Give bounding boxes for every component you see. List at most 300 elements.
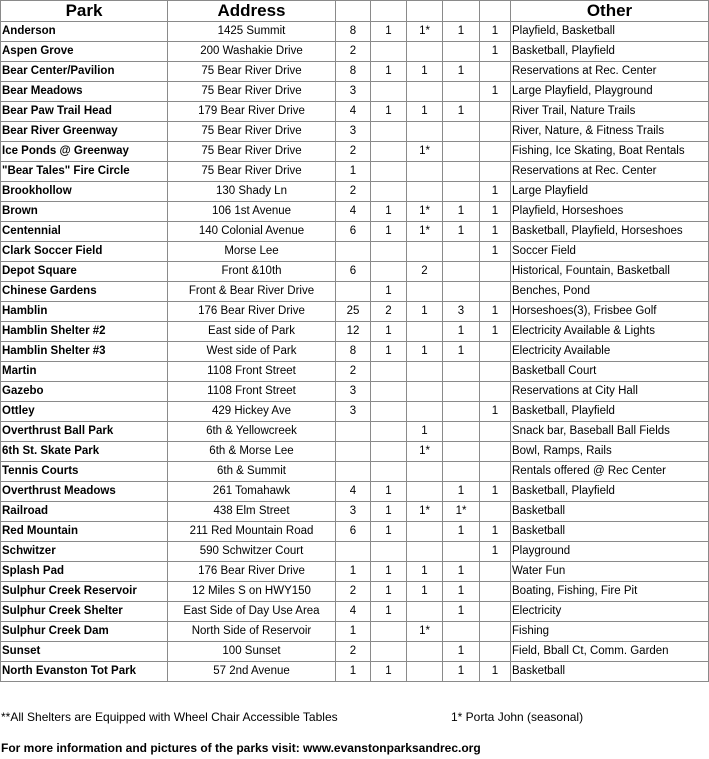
footnote-porta-john: 1* Porta John (seasonal)	[451, 710, 584, 724]
count-1: 2	[336, 42, 371, 62]
count-1: 4	[336, 202, 371, 222]
count-2	[371, 422, 407, 442]
table-row	[1, 342, 709, 362]
park-name: Railroad	[1, 502, 168, 522]
count-4	[443, 382, 480, 402]
count-5: 1	[480, 82, 511, 102]
count-5	[480, 442, 511, 462]
count-1: 12	[336, 322, 371, 342]
address: 176 Bear River Drive	[168, 302, 336, 322]
address: 200 Washakie Drive	[168, 42, 336, 62]
count-5: 1	[480, 522, 511, 542]
other-amenities: Boating, Fishing, Fire Pit	[511, 582, 709, 602]
count-4	[443, 462, 480, 482]
table-row	[1, 602, 709, 622]
count-5	[480, 562, 511, 582]
count-4: 1	[443, 62, 480, 82]
count-1: 1	[336, 662, 371, 682]
park-name: Hamblin	[1, 302, 168, 322]
address: North Side of Reservoir	[168, 622, 336, 642]
table-row	[1, 22, 709, 42]
count-3: 1	[407, 562, 443, 582]
count-5: 1	[480, 662, 511, 682]
count-3: 2	[407, 262, 443, 282]
count-3	[407, 122, 443, 142]
table-row	[1, 122, 709, 142]
table-row	[1, 642, 709, 662]
address: 590 Schwitzer Court	[168, 542, 336, 562]
table-row	[1, 502, 709, 522]
count-5	[480, 382, 511, 402]
count-4: 1	[443, 482, 480, 502]
count-4	[443, 442, 480, 462]
count-2: 1	[371, 662, 407, 682]
table-row	[1, 242, 709, 262]
table-row	[1, 62, 709, 82]
count-5	[480, 582, 511, 602]
address: 1108 Front Street	[168, 382, 336, 402]
address: West side of Park	[168, 342, 336, 362]
other-amenities: Playfield, Basketball	[511, 22, 709, 42]
other-amenities: Soccer Field	[511, 242, 709, 262]
count-1: 1	[336, 162, 371, 182]
park-name: Anderson	[1, 22, 168, 42]
count-4: 1	[443, 602, 480, 622]
count-2	[371, 442, 407, 462]
address: Front &10th	[168, 262, 336, 282]
count-2	[371, 182, 407, 202]
count-4: 1	[443, 642, 480, 662]
park-name: 6th St. Skate Park	[1, 442, 168, 462]
other-amenities: River, Nature, & Fitness Trails	[511, 122, 709, 142]
park-name: North Evanston Tot Park	[1, 662, 168, 682]
count-2	[371, 622, 407, 642]
park-name: Sunset	[1, 642, 168, 662]
count-2: 1	[371, 342, 407, 362]
other-amenities: Horseshoes(3), Frisbee Golf	[511, 302, 709, 322]
other-amenities: Water Fun	[511, 562, 709, 582]
other-amenities: Basketball	[511, 662, 709, 682]
table-row	[1, 282, 709, 302]
address: 1108 Front Street	[168, 362, 336, 382]
count-4	[443, 42, 480, 62]
park-name: Sulphur Creek Reservoir	[1, 582, 168, 602]
table-row	[1, 462, 709, 482]
count-5	[480, 602, 511, 622]
footnote-shelters: **All Shelters are Equipped with Wheel Chair Accessible Tables	[1, 710, 338, 724]
other-amenities: Electricity Available & Lights	[511, 322, 709, 342]
count-2	[371, 82, 407, 102]
count-2	[371, 162, 407, 182]
park-name: Hamblin Shelter #2	[1, 322, 168, 342]
count-5	[480, 622, 511, 642]
count-3: 1	[407, 422, 443, 442]
count-5: 1	[480, 222, 511, 242]
address: 179 Bear River Drive	[168, 102, 336, 122]
count-1	[336, 242, 371, 262]
park-name: Brown	[1, 202, 168, 222]
count-3: 1*	[407, 202, 443, 222]
table-header-row	[1, 1, 709, 22]
table-row	[1, 442, 709, 462]
address: Front & Bear River Drive	[168, 282, 336, 302]
address: 100 Sunset	[168, 642, 336, 662]
address: 438 Elm Street	[168, 502, 336, 522]
count-5	[480, 62, 511, 82]
count-2: 1	[371, 562, 407, 582]
count-3	[407, 82, 443, 102]
count-2	[371, 142, 407, 162]
count-5	[480, 462, 511, 482]
table-row	[1, 422, 709, 442]
count-4: 1	[443, 342, 480, 362]
count-1: 6	[336, 222, 371, 242]
count-3: 1*	[407, 22, 443, 42]
count-4: 1	[443, 582, 480, 602]
count-1	[336, 422, 371, 442]
table-row	[1, 622, 709, 642]
count-3: 1*	[407, 442, 443, 462]
table-row	[1, 582, 709, 602]
table-row	[1, 262, 709, 282]
count-1	[336, 542, 371, 562]
other-amenities: Benches, Pond	[511, 282, 709, 302]
other-amenities: Basketball, Playfield	[511, 482, 709, 502]
park-name: Overthrust Meadows	[1, 482, 168, 502]
count-1: 6	[336, 262, 371, 282]
count-2	[371, 542, 407, 562]
other-amenities: Reservations at Rec. Center	[511, 62, 709, 82]
count-2: 1	[371, 22, 407, 42]
other-amenities: Fishing, Ice Skating, Boat Rentals	[511, 142, 709, 162]
count-3	[407, 362, 443, 382]
count-1	[336, 442, 371, 462]
count-5	[480, 282, 511, 302]
count-3	[407, 662, 443, 682]
address: 211 Red Mountain Road	[168, 522, 336, 542]
table-row	[1, 542, 709, 562]
count-5: 1	[480, 542, 511, 562]
header-other: Other	[511, 1, 709, 22]
address: 57 2nd Avenue	[168, 662, 336, 682]
count-4	[443, 282, 480, 302]
other-amenities: Historical, Fountain, Basketball	[511, 262, 709, 282]
count-1: 3	[336, 122, 371, 142]
count-1: 1	[336, 562, 371, 582]
count-2	[371, 242, 407, 262]
count-1: 4	[336, 102, 371, 122]
count-4	[443, 82, 480, 102]
count-4: 1	[443, 522, 480, 542]
count-2: 1	[371, 102, 407, 122]
count-5: 1	[480, 182, 511, 202]
count-2: 2	[371, 302, 407, 322]
count-1: 3	[336, 82, 371, 102]
count-3: 1*	[407, 142, 443, 162]
park-name: "Bear Tales" Fire Circle	[1, 162, 168, 182]
address: 12 Miles S on HWY150	[168, 582, 336, 602]
address: 6th & Yellowcreek	[168, 422, 336, 442]
count-5: 1	[480, 402, 511, 422]
park-name: Aspen Grove	[1, 42, 168, 62]
count-2	[371, 262, 407, 282]
count-4	[443, 242, 480, 262]
address: 75 Bear River Drive	[168, 62, 336, 82]
count-5	[480, 422, 511, 442]
count-5	[480, 342, 511, 362]
table-row	[1, 522, 709, 542]
count-4	[443, 542, 480, 562]
count-4: 1	[443, 202, 480, 222]
count-5	[480, 142, 511, 162]
count-5	[480, 362, 511, 382]
count-1: 25	[336, 302, 371, 322]
count-1: 2	[336, 582, 371, 602]
other-amenities: Basketball	[511, 502, 709, 522]
table-row	[1, 402, 709, 422]
count-1: 3	[336, 502, 371, 522]
table-row	[1, 202, 709, 222]
other-amenities: Playground	[511, 542, 709, 562]
table-row	[1, 142, 709, 162]
count-3	[407, 322, 443, 342]
count-4: 1*	[443, 502, 480, 522]
park-name: Schwitzer	[1, 542, 168, 562]
count-2: 1	[371, 322, 407, 342]
other-amenities: Rentals offered @ Rec Center	[511, 462, 709, 482]
other-amenities: Large Playfield	[511, 182, 709, 202]
count-3: 1*	[407, 622, 443, 642]
count-4	[443, 362, 480, 382]
count-3	[407, 182, 443, 202]
count-4: 1	[443, 662, 480, 682]
table-row	[1, 322, 709, 342]
address: 261 Tomahawk	[168, 482, 336, 502]
count-3	[407, 282, 443, 302]
table-row	[1, 362, 709, 382]
count-1: 8	[336, 342, 371, 362]
count-1	[336, 462, 371, 482]
park-name: Hamblin Shelter #3	[1, 342, 168, 362]
count-3: 1	[407, 342, 443, 362]
header-col-2	[371, 1, 407, 22]
count-4: 1	[443, 22, 480, 42]
count-2: 1	[371, 62, 407, 82]
count-2	[371, 642, 407, 662]
count-4: 3	[443, 302, 480, 322]
count-5: 1	[480, 482, 511, 502]
count-2: 1	[371, 522, 407, 542]
count-2	[371, 382, 407, 402]
count-2: 1	[371, 482, 407, 502]
count-3	[407, 382, 443, 402]
header-col-4	[443, 1, 480, 22]
count-4	[443, 262, 480, 282]
header-park: Park	[1, 1, 168, 22]
count-3: 1*	[407, 222, 443, 242]
count-3	[407, 642, 443, 662]
count-1: 2	[336, 642, 371, 662]
other-amenities: Field, Bball Ct, Comm. Garden	[511, 642, 709, 662]
address: 75 Bear River Drive	[168, 142, 336, 162]
table-row	[1, 382, 709, 402]
count-3: 1	[407, 62, 443, 82]
header-address: Address	[168, 1, 336, 22]
count-1: 2	[336, 362, 371, 382]
count-5: 1	[480, 42, 511, 62]
park-name: Bear Paw Trail Head	[1, 102, 168, 122]
count-5	[480, 122, 511, 142]
address: 106 1st Avenue	[168, 202, 336, 222]
count-4	[443, 622, 480, 642]
count-3	[407, 242, 443, 262]
count-3: 1	[407, 102, 443, 122]
count-3	[407, 162, 443, 182]
count-1: 8	[336, 22, 371, 42]
count-2: 1	[371, 222, 407, 242]
park-name: Splash Pad	[1, 562, 168, 582]
park-name: Centennial	[1, 222, 168, 242]
count-4	[443, 402, 480, 422]
count-5: 1	[480, 22, 511, 42]
count-1: 6	[336, 522, 371, 542]
count-4: 1	[443, 102, 480, 122]
park-name: Bear Meadows	[1, 82, 168, 102]
table-row	[1, 102, 709, 122]
count-2	[371, 362, 407, 382]
count-3	[407, 462, 443, 482]
count-4	[443, 122, 480, 142]
count-5: 1	[480, 242, 511, 262]
table-row	[1, 182, 709, 202]
address: 75 Bear River Drive	[168, 122, 336, 142]
count-2	[371, 122, 407, 142]
count-2: 1	[371, 502, 407, 522]
park-name: Red Mountain	[1, 522, 168, 542]
count-5	[480, 642, 511, 662]
count-5: 1	[480, 322, 511, 342]
count-3	[407, 402, 443, 422]
count-2	[371, 462, 407, 482]
address: 75 Bear River Drive	[168, 82, 336, 102]
count-5	[480, 262, 511, 282]
park-name: Gazebo	[1, 382, 168, 402]
address: 1425 Summit	[168, 22, 336, 42]
other-amenities: Basketball, Playfield	[511, 42, 709, 62]
other-amenities: River Trail, Nature Trails	[511, 102, 709, 122]
other-amenities: Playfield, Horseshoes	[511, 202, 709, 222]
count-1: 2	[336, 182, 371, 202]
count-3	[407, 42, 443, 62]
park-name: Sulphur Creek Shelter	[1, 602, 168, 622]
other-amenities: Electricity Available	[511, 342, 709, 362]
count-2: 1	[371, 602, 407, 622]
count-3	[407, 602, 443, 622]
table-row	[1, 42, 709, 62]
count-2: 1	[371, 582, 407, 602]
park-name: Brookhollow	[1, 182, 168, 202]
count-4	[443, 162, 480, 182]
count-4: 1	[443, 562, 480, 582]
table-row	[1, 562, 709, 582]
table-row	[1, 162, 709, 182]
table-row	[1, 482, 709, 502]
count-4	[443, 142, 480, 162]
other-amenities: Reservations at Rec. Center	[511, 162, 709, 182]
count-1: 3	[336, 402, 371, 422]
address: 140 Colonial Avenue	[168, 222, 336, 242]
count-3: 1*	[407, 502, 443, 522]
table-row	[1, 302, 709, 322]
count-2	[371, 42, 407, 62]
address: 429 Hickey Ave	[168, 402, 336, 422]
count-1: 2	[336, 142, 371, 162]
count-4: 1	[443, 322, 480, 342]
count-5	[480, 102, 511, 122]
count-5: 1	[480, 202, 511, 222]
other-amenities: Fishing	[511, 622, 709, 642]
count-1: 8	[336, 62, 371, 82]
count-3	[407, 482, 443, 502]
count-3	[407, 542, 443, 562]
park-name: Bear Center/Pavilion	[1, 62, 168, 82]
park-name: Chinese Gardens	[1, 282, 168, 302]
count-1: 4	[336, 602, 371, 622]
count-1: 3	[336, 382, 371, 402]
address: Morse Lee	[168, 242, 336, 262]
header-col-1	[336, 1, 371, 22]
count-1: 4	[336, 482, 371, 502]
park-name: Clark Soccer Field	[1, 242, 168, 262]
park-name: Ice Ponds @ Greenway	[1, 142, 168, 162]
address: 6th & Morse Lee	[168, 442, 336, 462]
count-3: 1	[407, 302, 443, 322]
table-row	[1, 82, 709, 102]
park-name: Ottley	[1, 402, 168, 422]
count-2	[371, 402, 407, 422]
other-amenities: Basketball, Playfield, Horseshoes	[511, 222, 709, 242]
other-amenities: Large Playfield, Playground	[511, 82, 709, 102]
table-row	[1, 222, 709, 242]
address: 130 Shady Ln	[168, 182, 336, 202]
table-row	[1, 662, 709, 682]
park-name: Sulphur Creek Dam	[1, 622, 168, 642]
count-4: 1	[443, 222, 480, 242]
count-3	[407, 522, 443, 542]
other-amenities: Bowl, Ramps, Rails	[511, 442, 709, 462]
count-4	[443, 182, 480, 202]
address: 75 Bear River Drive	[168, 162, 336, 182]
count-2: 1	[371, 282, 407, 302]
park-name: Overthrust Ball Park	[1, 422, 168, 442]
count-5: 1	[480, 302, 511, 322]
address: East Side of Day Use Area	[168, 602, 336, 622]
header-col-5	[480, 1, 511, 22]
park-name: Bear River Greenway	[1, 122, 168, 142]
count-1	[336, 282, 371, 302]
count-5	[480, 502, 511, 522]
other-amenities: Basketball, Playfield	[511, 402, 709, 422]
other-amenities: Reservations at City Hall	[511, 382, 709, 402]
other-amenities: Basketball	[511, 522, 709, 542]
address: East side of Park	[168, 322, 336, 342]
other-amenities: Basketball Court	[511, 362, 709, 382]
header-col-3	[407, 1, 443, 22]
park-name: Depot Square	[1, 262, 168, 282]
address: 6th & Summit	[168, 462, 336, 482]
count-4	[443, 422, 480, 442]
count-2: 1	[371, 202, 407, 222]
